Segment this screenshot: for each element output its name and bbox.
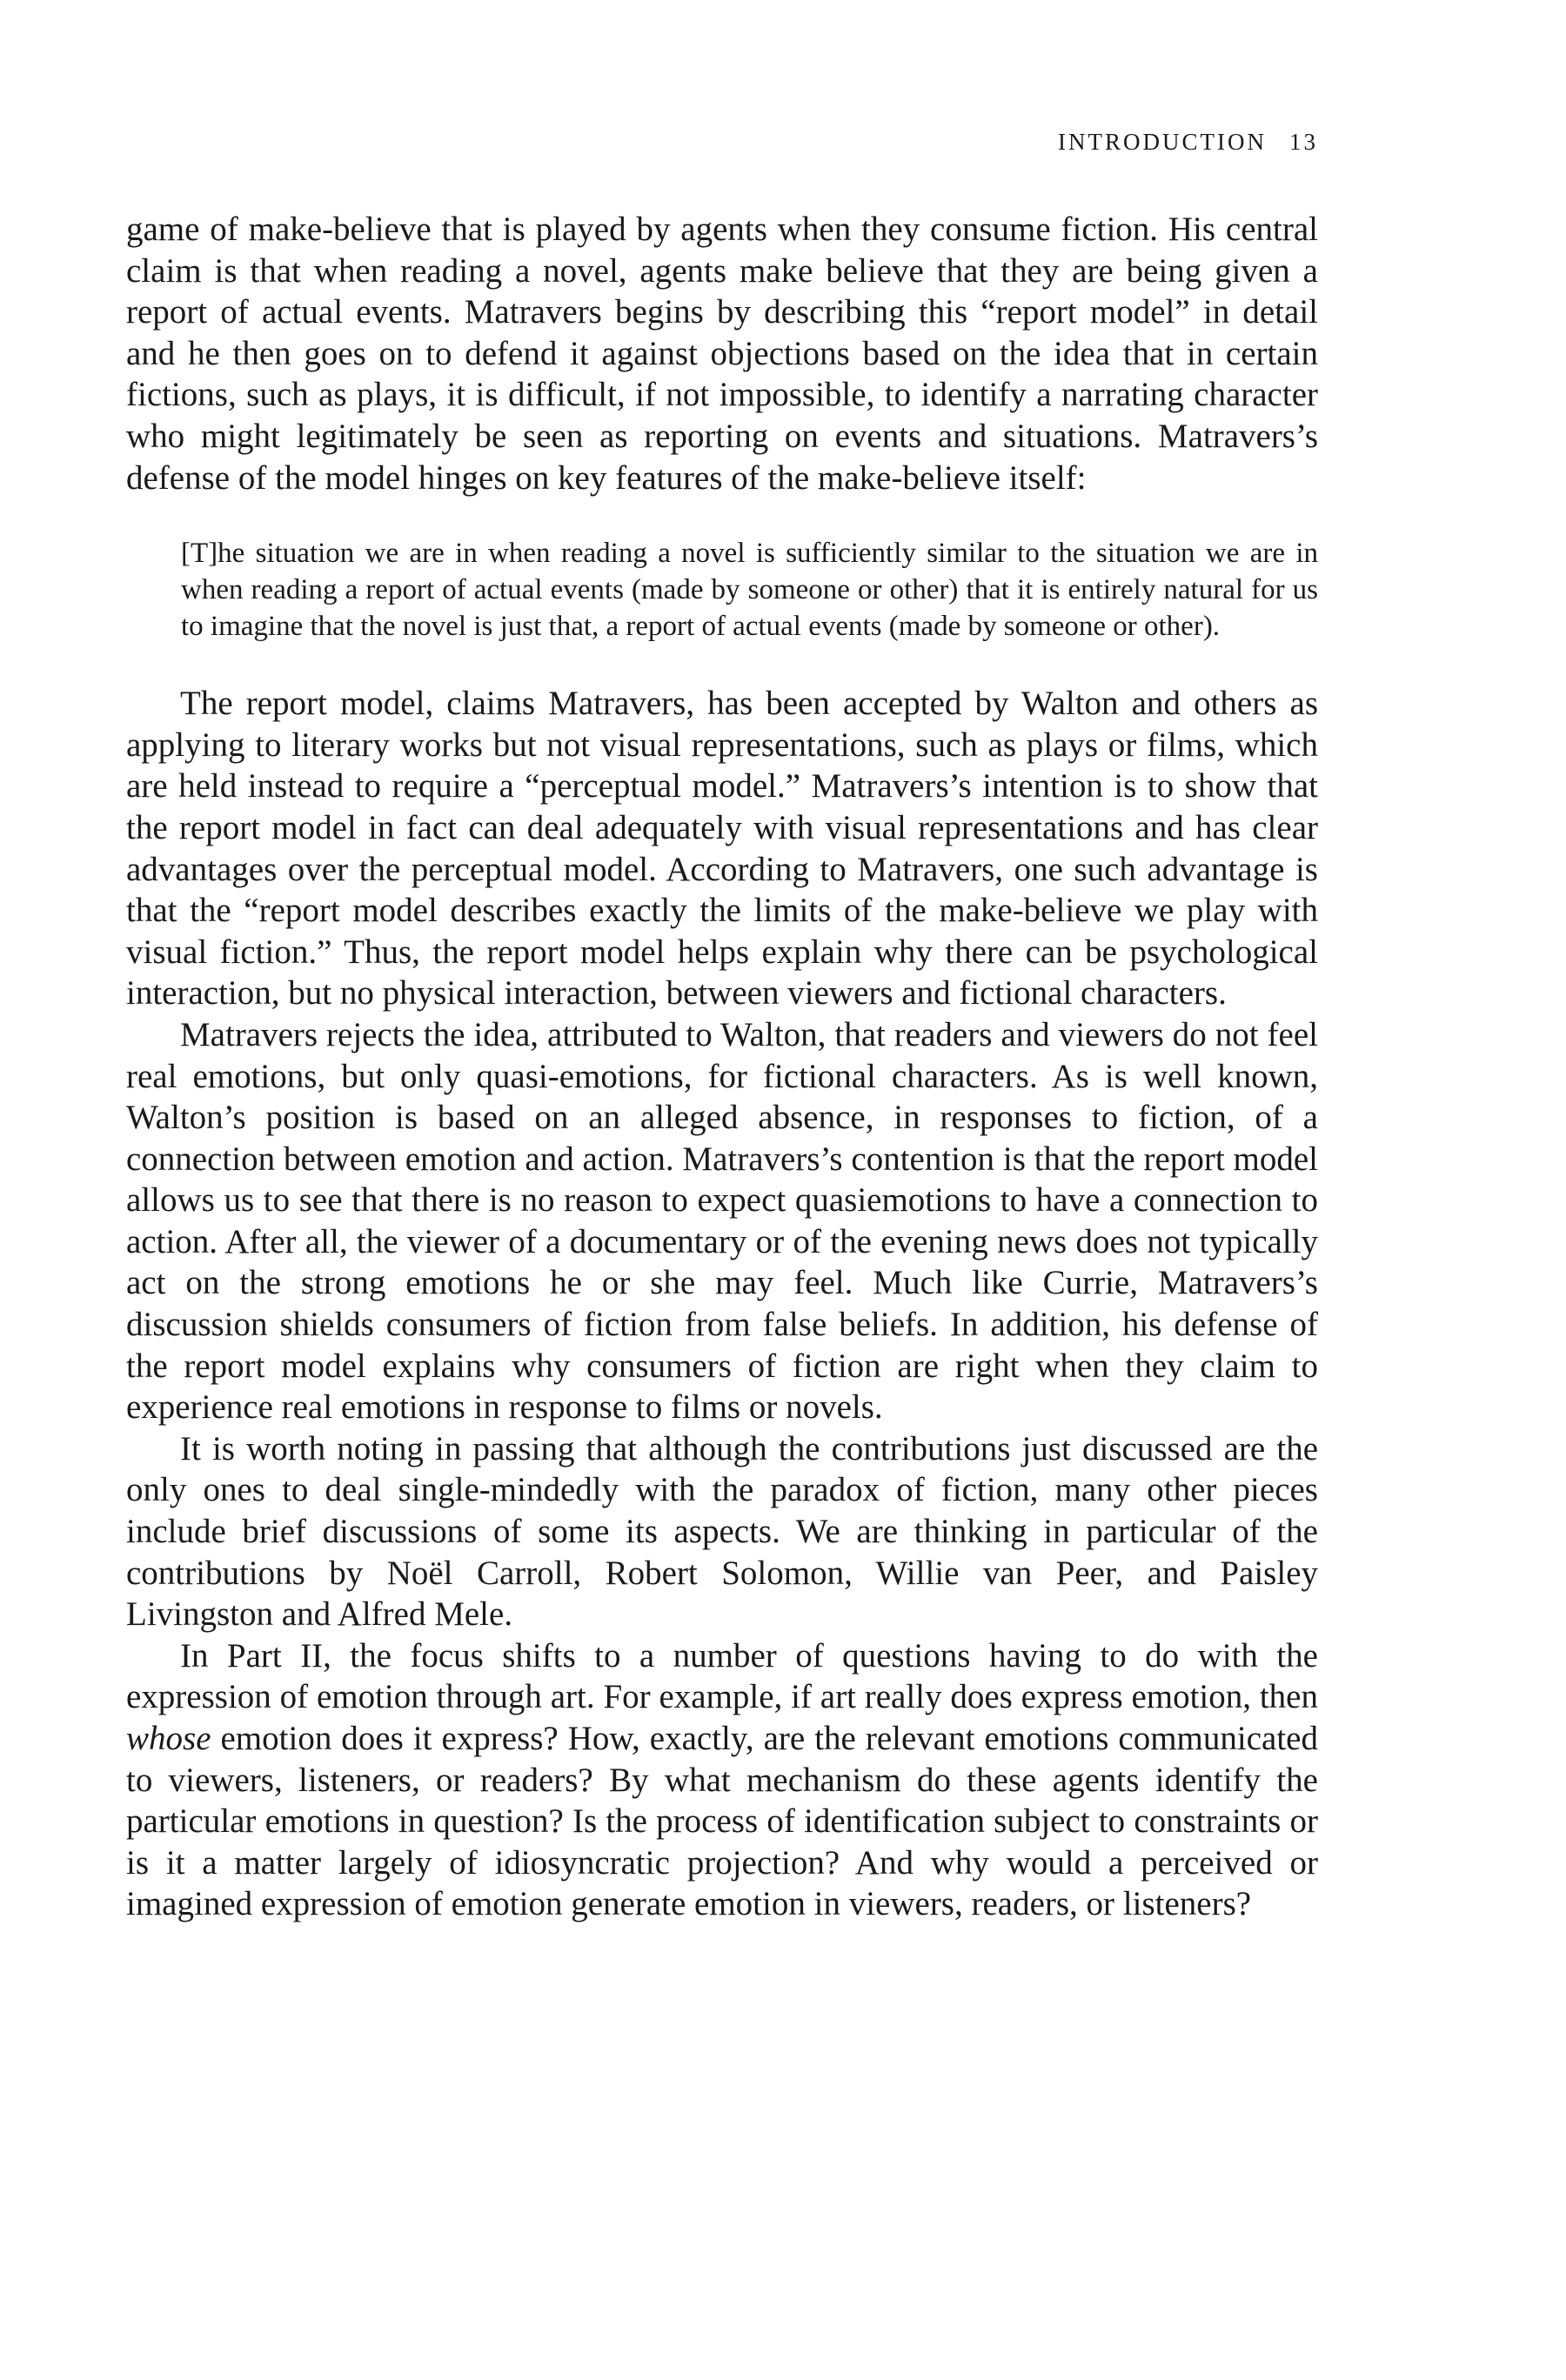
- paragraph-5-text-b: emotion does it express? How, exactly, are the relevant emotions communicated to viewers, listeners, or readers? By what mechanism do these agents identify the particular emotions in question? Is the process of identification subject to constraints or is it a matter largely of idiosyncratic projection? And why would a perceived or imagined expression of emotion generate emotion in viewers, readers, or listeners?: [126, 1720, 1318, 1923]
- paragraph-3: Matravers rejects the idea, attributed to Walton, that readers and viewers do not feel real emotions, but only quasi-emotions, for fictional characters. As is well known, Walton’s position is based on an alleged absence, in responses to fiction, of a connection between emotion and action. Matravers’s contention is that the report model allows us to see that there is no reason to expect quasiemotions to have a connection to action. After all, the viewer of a documentary or of the evening news does not typically act on the strong emotions he or she may feel. Much like Currie, Matravers’s discussion shields consumers of fiction from false beliefs. In addition, his defense of the report model explains why consumers of fiction are right when they claim to experience real emotions in response to films or novels.: [126, 1015, 1318, 1427]
- running-head-title: INTRODUCTION: [1058, 129, 1267, 155]
- block-quote: [T]he situation we are in when reading a novel is sufficiently similar to the situation we are in when reading a report of actual events (made by someone or other) that it is entirely natural for us to imagine that the novel is just that, a report of actual events (made by someone or other).: [181, 538, 1318, 643]
- paragraph-1: game of make-believe that is played by agents when they consume fiction. His central claim is that when reading a novel, agents make believe that they are being given a report of actual events. Matravers begins by describing this “report model” in detail and he then goes on to defend it against objections based on the idea that in certain fictions, such as plays, it is difficult, if not impossible, to identify a narrating character who might legitimately be seen as reporting on events and situations. Matravers’s defense of the model hinges on key features of the make-believe itself:: [126, 211, 1318, 497]
- body-text: [126, 209, 1318, 1925]
- paragraph-5: [126, 1635, 1318, 1925]
- book-page: [126, 0, 1318, 2380]
- paragraph-4: It is worth noting in passing that although the contributions just discussed are the only ones to deal single-mindedly with the paradox of fiction, many other pieces include brief discussions of some its aspects. We are thinking in particular of the contributions by Noël Carroll, Robert Solomon, Willie van Peer, and Paisley Livingston and Alfred Mele.: [126, 1429, 1318, 1634]
- paragraph-2: The report model, claims Matravers, has been accepted by Walton and others as applying to literary works but not visual representations, such as plays or films, which are held instead to require a “perceptual model.” Matravers’s intention is to show that the report model in fact can deal adequately with visual representations and has clear advantages over the perceptual model. According to Matravers, one such advantage is that the “report model describes exactly the limits of the make-believe we play with visual fiction.” Thus, the report model helps explain why there can be psychological interaction, but no physical interaction, between viewers and fictional characters.: [126, 685, 1318, 1013]
- paragraph-5-text-a: In Part II, the focus shifts to a number of questions having to do with the expression of emotion through art. For example, if art really does express emotion, then: [126, 1636, 1318, 1716]
- page-number: 13: [1289, 129, 1318, 155]
- emphasis-whose: whose: [126, 1720, 211, 1757]
- running-head: [1058, 129, 1318, 156]
